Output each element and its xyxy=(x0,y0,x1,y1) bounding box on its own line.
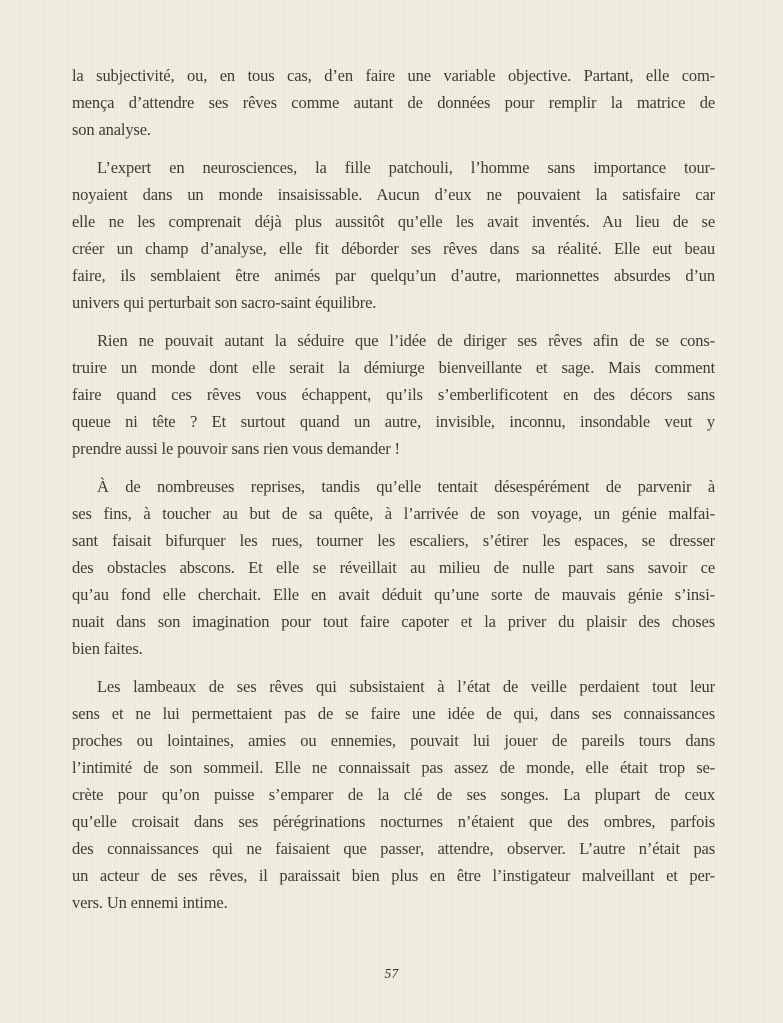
page-number: 57 xyxy=(384,966,399,981)
paragraph xyxy=(72,473,715,662)
paragraph xyxy=(72,154,715,316)
text-line: L’expert en neurosciences, la fille patchouli, l’homme sans importance tour- xyxy=(97,158,715,177)
text-line: l’intimité de son sommeil. Elle ne connaissait pas assez de monde, elle était trop se- xyxy=(72,758,715,777)
text-line: queue ni tête ? Et surtout quand un autre, invisible, inconnu, insondable veut y xyxy=(72,412,715,431)
paragraph xyxy=(72,327,715,462)
text-line: bien faites. xyxy=(72,639,143,658)
text-line: ses fins, à toucher au but de sa quête, à l’arrivée de son voyage, un génie malfai- xyxy=(72,504,715,523)
text-line: un acteur de ses rêves, il paraissait bien plus en être l’instigateur malveillant et per- xyxy=(72,866,715,885)
text-line: faire, ils semblaient être animés par quelqu’un d’autre, marionnettes absurdes d’un xyxy=(72,266,715,285)
text-line: des connaissances qui ne faisaient que passer, attendre, observer. L’autre n’était pas xyxy=(72,839,715,858)
text-line: truire un monde dont elle serait la démiurge bienveillante et sage. Mais comment xyxy=(72,358,715,377)
text-line: elle ne les comprenait déjà plus aussitôt qu’elle les avait inventés. Au lieu de se xyxy=(72,212,715,231)
text-line: mença d’attendre ses rêves comme autant de données pour remplir la matrice de xyxy=(72,93,715,112)
page-text-block xyxy=(72,62,715,916)
text-line: noyaient dans un monde insaisissable. Aucun d’eux ne pouvaient la satisfaire car xyxy=(72,185,715,204)
text-line: sens et ne lui permettaient pas de se faire une idée de qui, dans ses connaissances xyxy=(72,704,715,723)
text-line: crète pour qu’on puisse s’emparer de la clé de ses songes. La plupart de ceux xyxy=(72,785,715,804)
text-line: vers. Un ennemi intime. xyxy=(72,893,228,912)
text-line: proches ou lointaines, amies ou ennemies, pouvait lui jouer de pareils tours dans xyxy=(72,731,715,750)
text-line: prendre aussi le pouvoir sans rien vous demander ! xyxy=(72,439,400,458)
text-line: nuait dans son imagination pour tout faire capoter et la priver du plaisir des choses xyxy=(72,612,715,631)
text-line: qu’elle croisait dans ses pérégrinations nocturnes n’étaient que des ombres, parfois xyxy=(72,812,715,831)
text-line: Les lambeaux de ses rêves qui subsistaient à l’état de veille perdaient tout leur xyxy=(97,677,715,696)
text-line: faire quand ces rêves vous échappent, qu’ils s’emberlificotent en des décors sans xyxy=(72,385,715,404)
text-line: sant faisait bifurquer les rues, tourner les escaliers, s’étirer les espaces, se dresser xyxy=(72,531,715,550)
text-line: À de nombreuses reprises, tandis qu’elle tentait désespérément de parvenir à xyxy=(97,477,715,496)
text-line: créer un champ d’analyse, elle fit déborder ses rêves dans sa réalité. Elle eut beau xyxy=(72,239,715,258)
text-line: son analyse. xyxy=(72,120,151,139)
text-line: la subjectivité, ou, en tous cas, d’en faire une variable objective. Partant, elle com- xyxy=(72,66,715,85)
paragraph xyxy=(72,673,715,916)
text-line: des obstacles abscons. Et elle se réveillait au milieu de nulle part sans savoir ce xyxy=(72,558,715,577)
text-line: qu’au fond elle cherchait. Elle en avait déduit qu’une sorte de mauvais génie s’insi- xyxy=(72,585,715,604)
text-line: univers qui perturbait son sacro-saint équilibre. xyxy=(72,293,377,312)
text-line: Rien ne pouvait autant la séduire que l’idée de diriger ses rêves afin de se cons- xyxy=(97,331,715,350)
paragraph xyxy=(72,62,715,143)
